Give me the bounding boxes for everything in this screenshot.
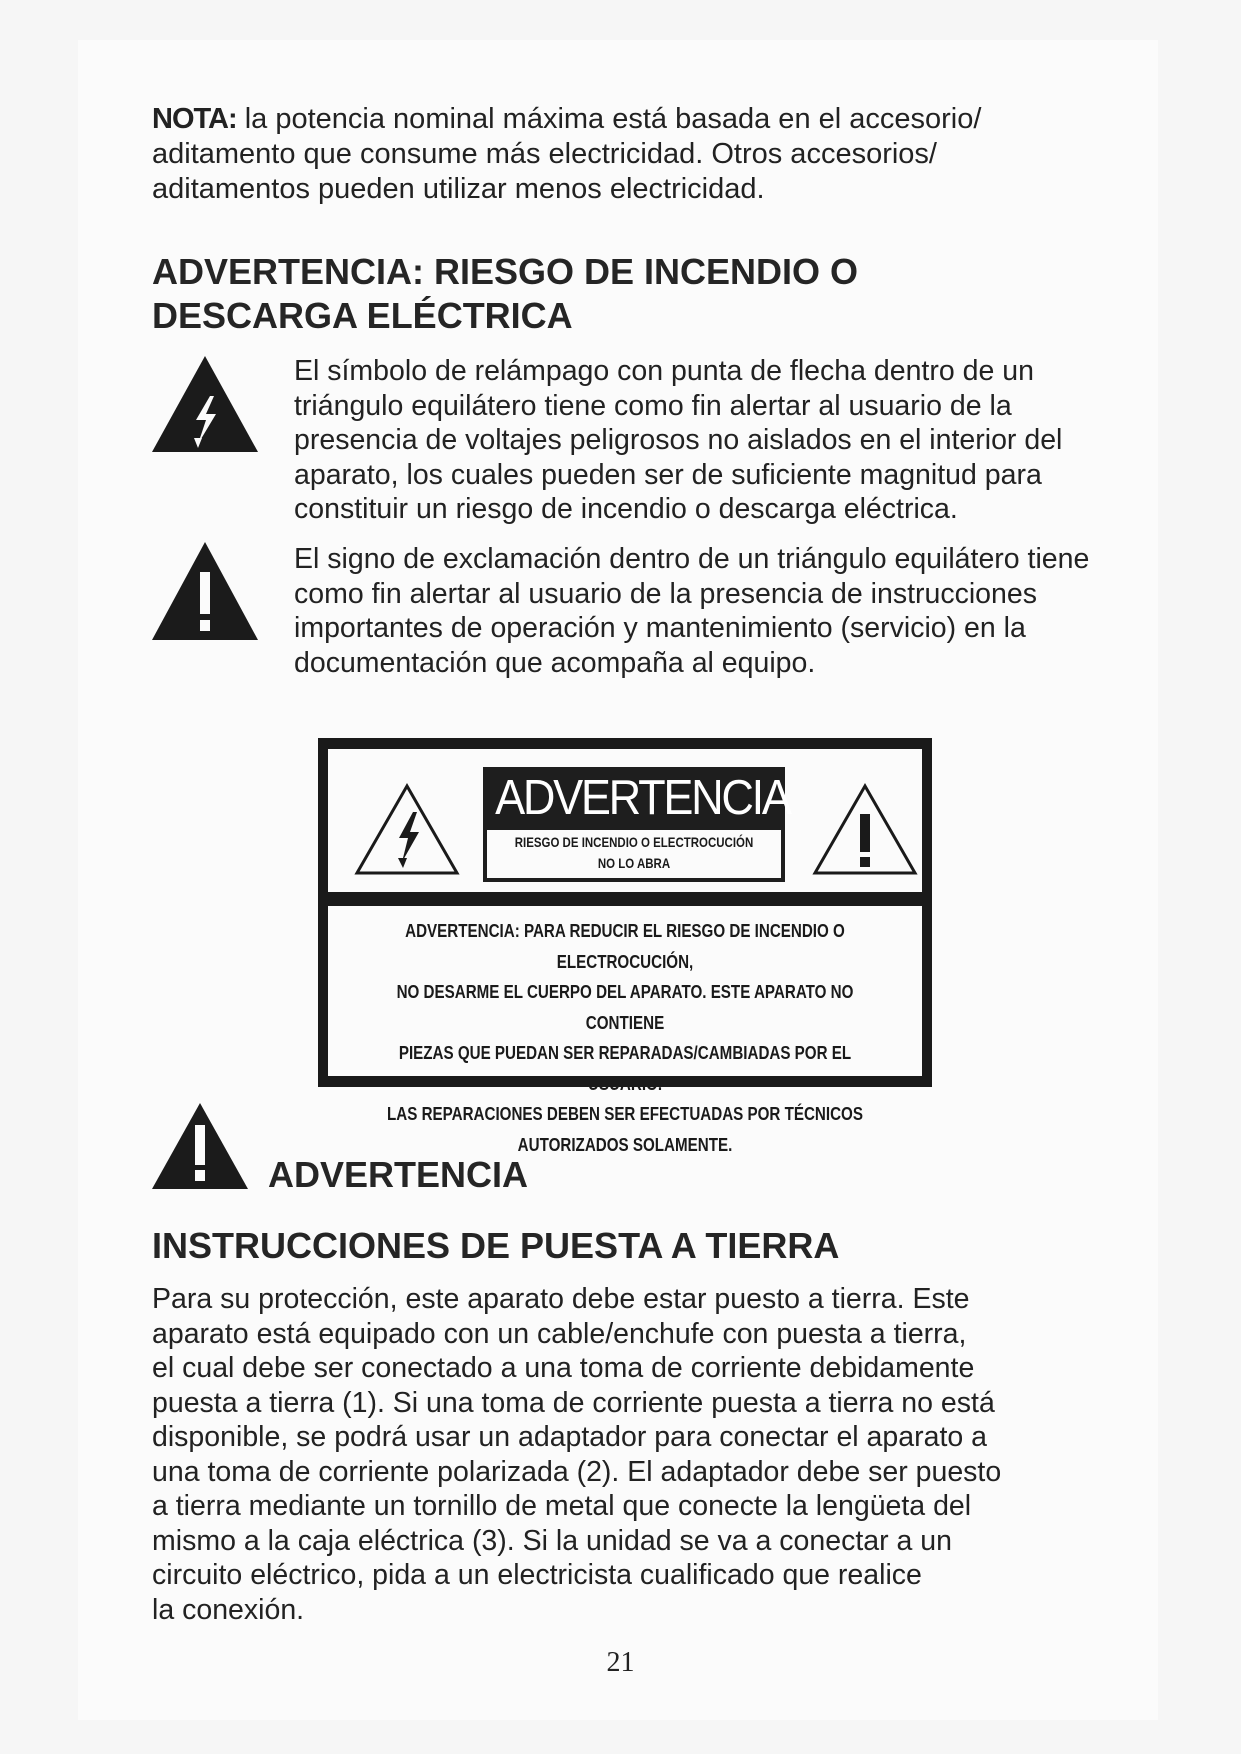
exclamation-triangle-icon (811, 782, 919, 877)
sign-title-box (483, 767, 790, 882)
grounding-paragraph (152, 1282, 1082, 1627)
sign-warning-line: LAS REPARACIONES DEBEN SER EFECTUADAS POR TÉCNICOS (387, 1103, 863, 1124)
paragraph-line: disponible, se podrá usar un adaptador para conectar el aparato a (152, 1421, 987, 1453)
advertencia-heading: ADVERTENCIA (268, 1154, 529, 1195)
sign-top-panel (328, 749, 922, 892)
page-number: 21 (606, 1647, 635, 1678)
heading-line-1: ADVERTENCIA: RIESGO DE INCENDIO O (152, 251, 859, 292)
paragraph-line: circuito eléctrico, pida a un electricista cualificado que realice (152, 1559, 922, 1591)
exclamation-triangle-icon (150, 542, 260, 642)
sign-warning-line: AUTORIZADOS SOLAMENTE. (517, 1133, 733, 1155)
paragraph-line: aparato está equipado con un cable/enchufe con puesta a tierra, (152, 1317, 967, 1350)
note-paragraph (152, 102, 1052, 207)
sign-title: ADVERTENCIA (495, 771, 790, 825)
exclamation-symbol-description: El signo de exclamación dentro de un triángulo equilátero tiene como fin alertar al usuario de la presencia de instrucciones importantes de operación y mantenimiento (servicio) en la documentación que acompaña al equipo. (294, 543, 1090, 679)
paragraph-line: el cual debe ser conectado a una toma de corriente debidamente (152, 1352, 975, 1384)
grounding-instructions-heading: INSTRUCCIONES DE PUESTA A TIERRA (152, 1225, 840, 1266)
sign-subtitle-line-1: RIESGO DE INCENDIO O ELECTROCUCIÓN (514, 834, 754, 850)
lightning-triangle-icon (353, 782, 461, 877)
exclamation-triangle-icon (150, 1103, 250, 1191)
sign-warning-text (328, 916, 922, 1160)
fire-shock-warning-heading (152, 250, 1052, 338)
heading-line-2: DESCARGA ELÉCTRICA (152, 295, 573, 336)
lightning-symbol-description: El símbolo de relámpago con punta de flecha dentro de un triángulo equilátero tiene como fin alertar al usuario de la presencia de voltajes peligrosos no aislados en el interior del aparato, los cuales pueden ser de suficiente magnitud para constituir un riesgo de incendio o descarga eléctrica. (294, 355, 1063, 525)
sign-subtitle-line-2: NO LO ABRA (597, 855, 671, 871)
paragraph-line: a tierra mediante un tornillo de metal que conecte la lengüeta del (152, 1490, 972, 1522)
note-label: NOTA: (152, 103, 237, 135)
paragraph-line: una toma de corriente polarizada (2). El adaptador debe ser puesto (152, 1455, 1002, 1488)
sign-subtitle (487, 830, 781, 878)
note-text: la potencia nominal máxima está basada en el accesorio/ aditamento que consume más electricidad. Otros accesorios/ aditamentos pueden utilizar menos electricidad. (152, 103, 982, 205)
sign-warning-line: PIEZAS QUE PUEDAN SER REPARADAS/CAMBIADAS POR EL USUARIO. (398, 1042, 852, 1094)
sign-bottom-panel (328, 906, 922, 1155)
paragraph-line: puesta a tierra (1). Si una toma de corriente puesta a tierra no está (152, 1386, 995, 1419)
paragraph-line: Para su protección, este aparato debe estar puesto a tierra. Este (152, 1283, 970, 1315)
sign-warning-line: NO DESARME EL CUERPO DEL APARATO. ESTE APARATO NO CONTIENE (396, 981, 854, 1033)
paragraph-line: mismo a la caja eléctrica (3). Si la unidad se va a conectar a un (152, 1524, 952, 1557)
warning-label-sign (318, 738, 932, 1155)
paragraph-line: la conexión. (152, 1593, 305, 1626)
sign-warning-line: ADVERTENCIA: PARA REDUCIR EL RIESGO DE INCENDIO O ELECTROCUCIÓN, (405, 920, 845, 972)
lightning-triangle-icon (150, 354, 260, 454)
